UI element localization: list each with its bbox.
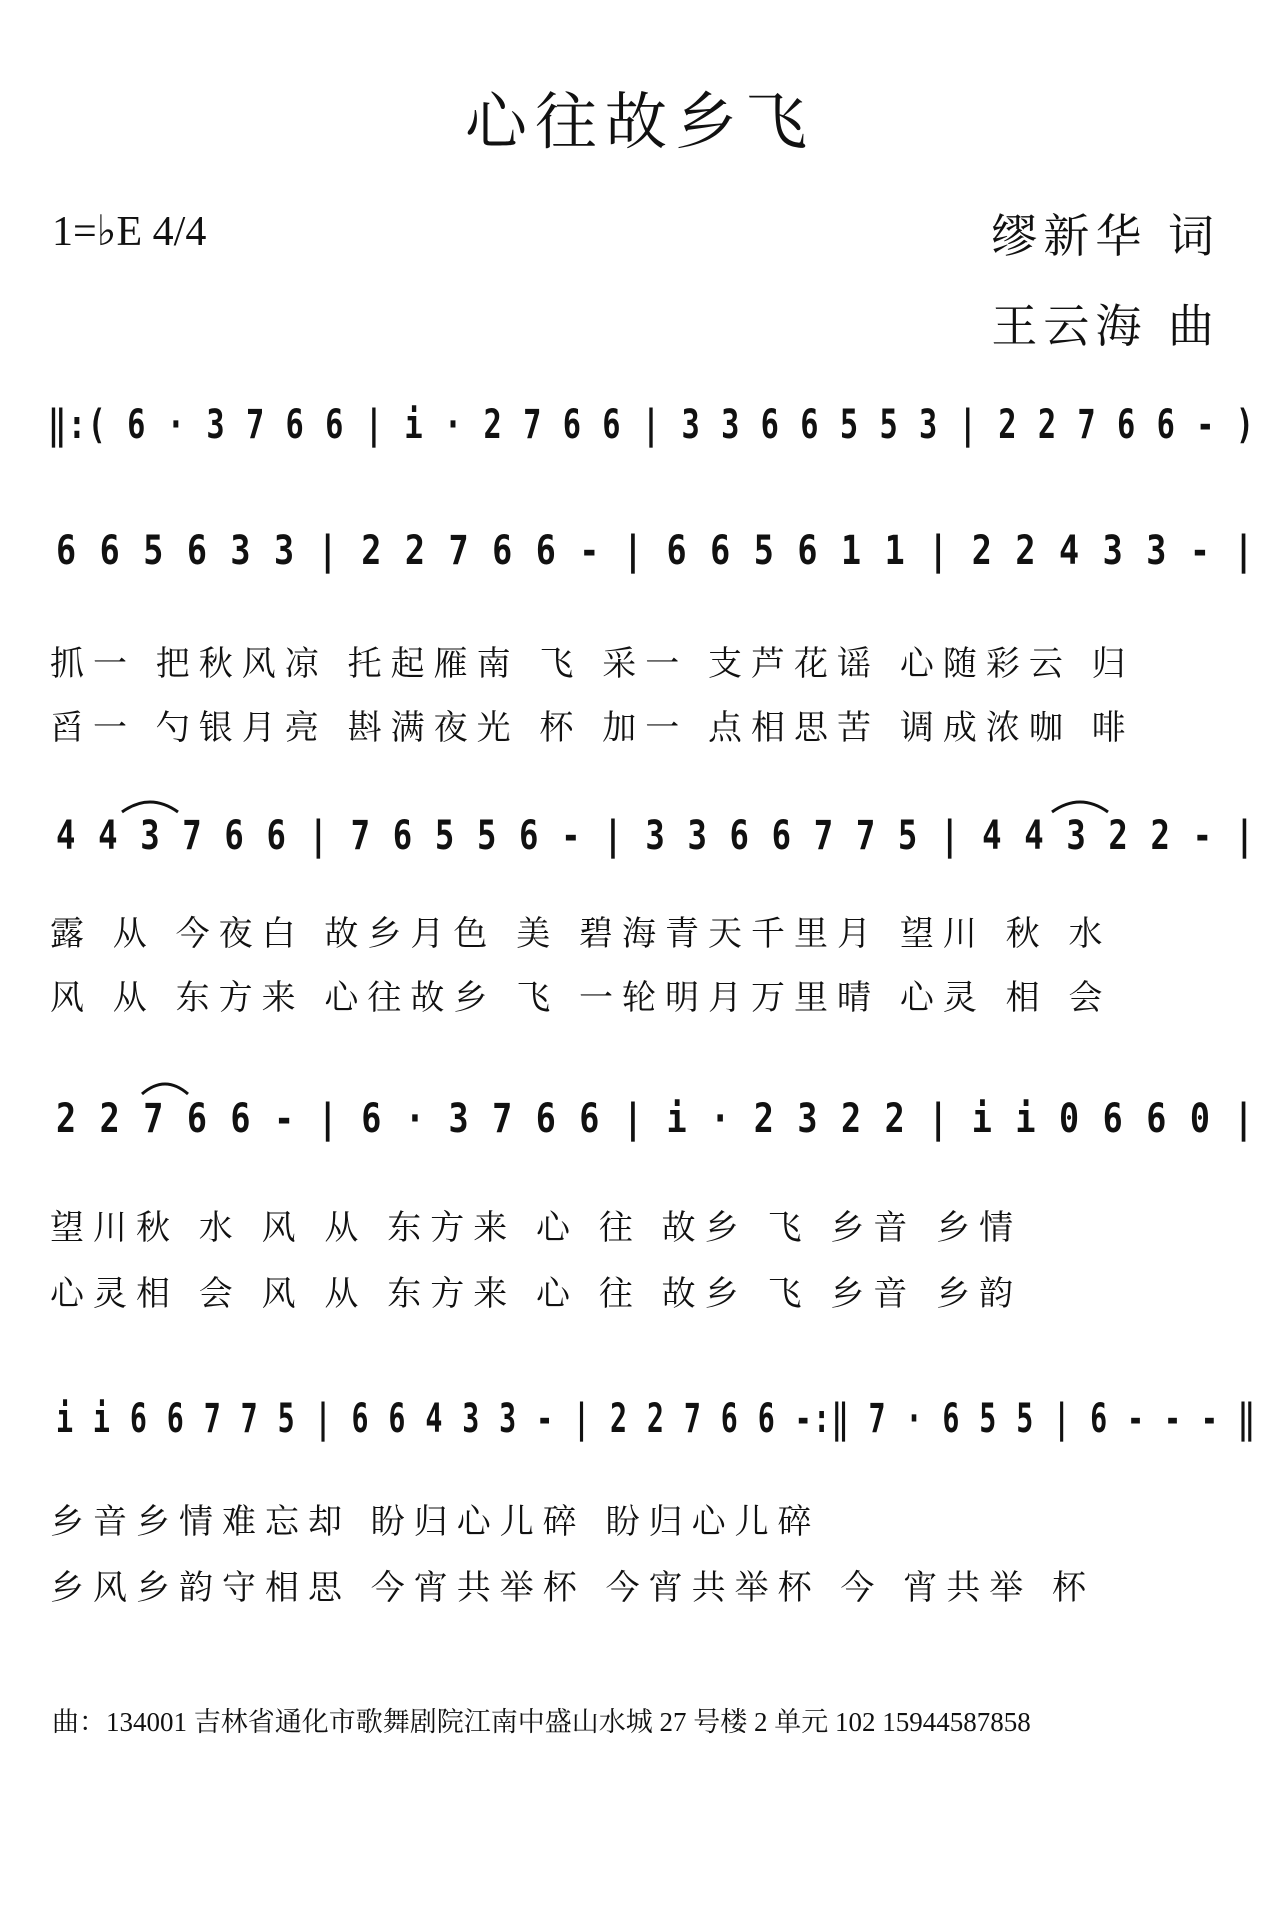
lyrics-line-5-verse-2: 乡风乡韵守相思 今宵共举杯 今宵共举杯 今 宵共举 杯 [50, 1568, 1096, 1608]
composer-credit: 王云海 曲 [991, 299, 1220, 353]
slur-mark [140, 1078, 190, 1098]
notation-line-2: 6 6 5 6 3 3 | 2 2 7 6 6 - | 6 6 5 6 1 1 | 2 2 4 3 3 - | [56, 528, 1256, 574]
song-title: 心往故乡飞 [464, 85, 815, 158]
lyricist-credit: 缪新华 词 [991, 209, 1220, 263]
lyrics-line-2-verse-1: 抓一 把秋风凉 托起雁南 飞 采一 支芦花谣 心随彩云 归 [50, 644, 1135, 684]
address-footer: 曲：134001 吉林省通化市歌舞剧院江南中盛山水城 27 号楼 2 单元 102 15944587858 [52, 1707, 1031, 1737]
lyrics-line-4-verse-1: 望川秋 水 风 从 东方来 心 往 故乡 飞 乡音 乡情 [50, 1208, 1023, 1248]
lyrics-line-2-verse-2: 舀一 勺银月亮 斟满夜光 杯 加一 点相思苦 调成浓咖 啡 [50, 708, 1135, 748]
key-signature: 1=♭E 4/4 [52, 209, 207, 255]
notation-line-3: 4 4 3 7 6 6 | 7 6 5 5 6 - | 3 3 6 6 7 7 5 | 4 4 3 2 2 - | [56, 813, 1256, 859]
lyrics-line-5-verse-1: 乡音乡情难忘却 盼归心儿碎 盼归心儿碎 [50, 1502, 821, 1542]
notation-line-4: 2 2 7 6 6 - | 6 · 3 7 6 6 | i · 2 3 2 2 | i i 0 6 6 0 | [56, 1096, 1256, 1142]
slur-mark [120, 796, 180, 816]
lyrics-line-3-verse-1: 露 从 今夜白 故乡月色 美 碧海青天千里月 望川 秋 水 [50, 914, 1112, 954]
lyrics-line-4-verse-2: 心灵相 会 风 从 东方来 心 往 故乡 飞 乡音 乡韵 [50, 1274, 1023, 1314]
notation-line-5: i i 6 6 7 7 5 | 6 6 4 3 3 - | 2 2 7 6 6 -:‖ 7 · 6 5 5 | 6 - - - ‖ [56, 1396, 1257, 1442]
slur-mark [1050, 796, 1110, 816]
lyrics-line-3-verse-2: 风 从 东方来 心往故乡 飞 一轮明月万里晴 心灵 相 会 [50, 978, 1112, 1018]
notation-line-1: ‖:( 6 · 3 7 6 6 | i · 2 7 6 6 | 3 3 6 6 5 5 3 | 2 2 7 6 6 - ) [48, 402, 1256, 448]
